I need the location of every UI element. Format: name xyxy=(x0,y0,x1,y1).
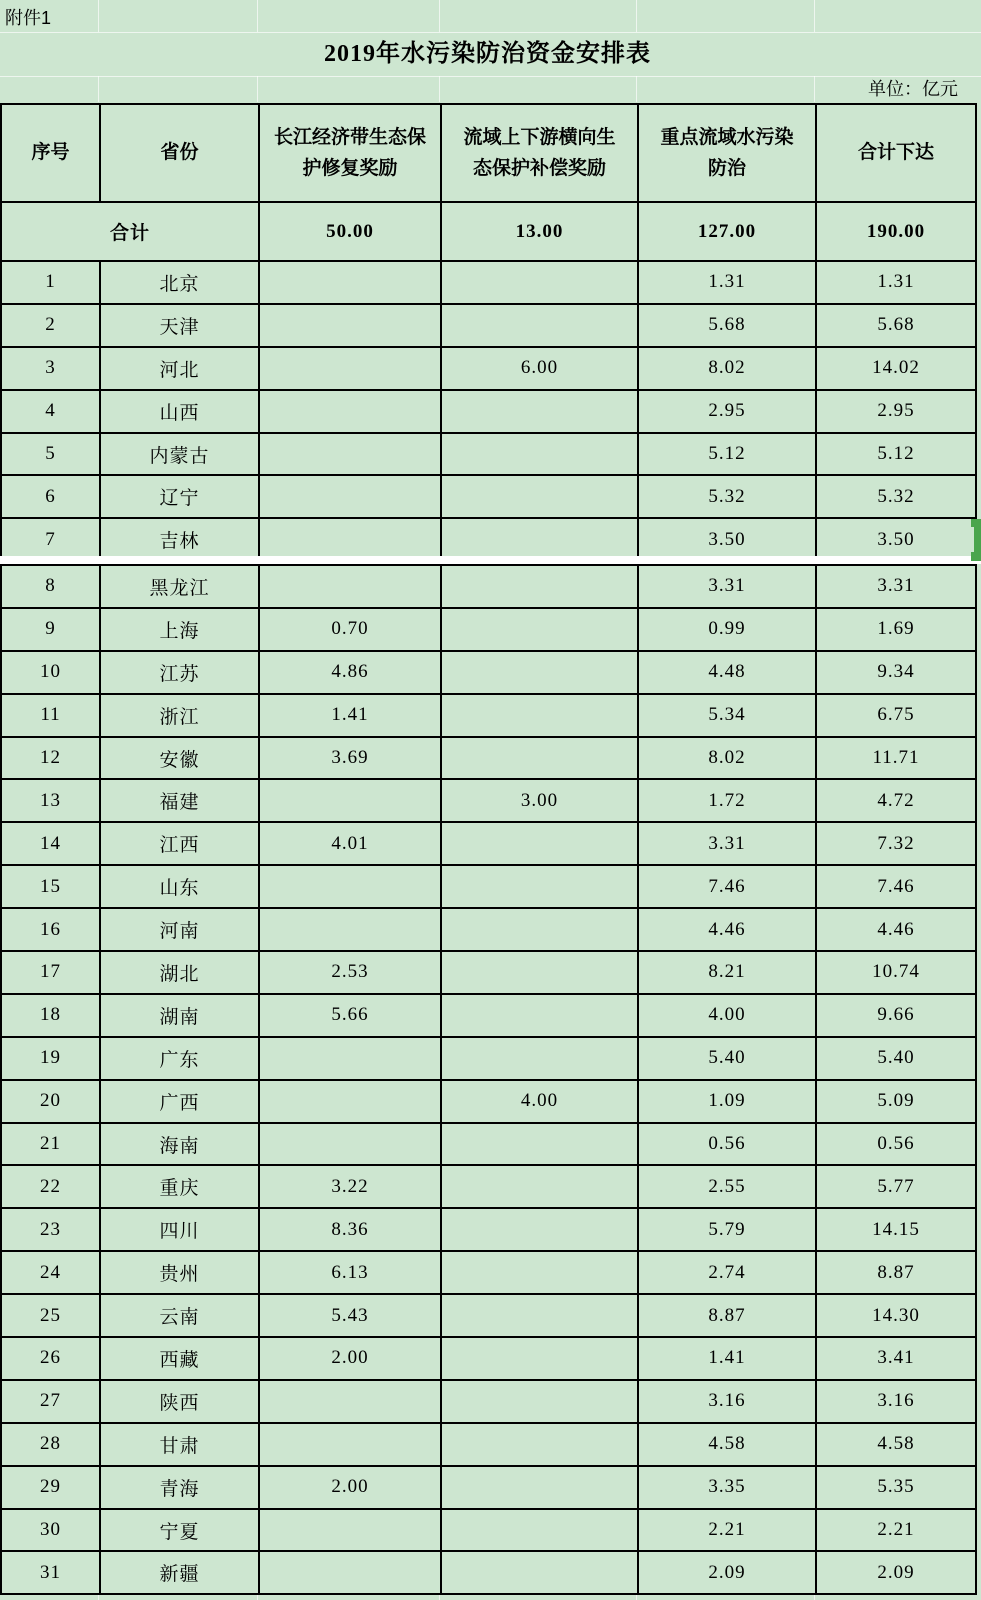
unit-label[interactable]: 单位：亿元 xyxy=(868,79,958,99)
key-basin-cell[interactable]: 5.34 xyxy=(638,694,816,737)
row-total-cell[interactable]: 1.31 xyxy=(816,261,976,304)
table-row xyxy=(1,694,976,737)
selection-handle-top-nub[interactable] xyxy=(971,519,981,527)
basin-compensation-cell[interactable] xyxy=(441,433,638,476)
key-basin-cell[interactable]: 4.58 xyxy=(638,1423,816,1466)
basin-compensation-cell[interactable] xyxy=(441,951,638,994)
row-total-cell[interactable]: 5.09 xyxy=(816,1080,976,1123)
basin-compensation-cell[interactable] xyxy=(441,1466,638,1509)
key-basin-cell[interactable]: 3.31 xyxy=(638,565,816,608)
key-basin-cell[interactable]: 3.35 xyxy=(638,1466,816,1509)
basin-compensation-cell[interactable] xyxy=(441,608,638,651)
row-total-cell[interactable]: 9.66 xyxy=(816,994,976,1037)
table-row xyxy=(1,1380,976,1423)
key-basin-cell[interactable]: 5.32 xyxy=(638,475,816,518)
yangtze-award-cell[interactable] xyxy=(259,475,441,518)
total-total-cell[interactable]: 190.00 xyxy=(816,202,976,261)
key-basin-cell[interactable]: 0.56 xyxy=(638,1123,816,1166)
serial-cell[interactable]: 11 xyxy=(1,694,100,737)
basin-compensation-cell[interactable] xyxy=(441,1123,638,1166)
province-cell[interactable]: 辽宁 xyxy=(100,475,259,518)
province-cell[interactable]: 湖北 xyxy=(100,951,259,994)
gridline xyxy=(814,1595,815,1600)
table-row xyxy=(1,1080,976,1123)
province-cell[interactable]: 湖南 xyxy=(100,994,259,1037)
serial-cell[interactable]: 20 xyxy=(1,1080,100,1123)
header-cell-province[interactable]: 省份 xyxy=(100,104,259,202)
table-row xyxy=(1,1509,976,1552)
yangtze-award-cell[interactable]: 6.13 xyxy=(259,1251,441,1294)
gridline xyxy=(636,1595,637,1600)
row-total-cell[interactable]: 3.31 xyxy=(816,565,976,608)
province-cell[interactable]: 福建 xyxy=(100,779,259,822)
basin-compensation-cell[interactable] xyxy=(441,1423,638,1466)
key-basin-cell[interactable]: 3.31 xyxy=(638,822,816,865)
yangtze-award-cell[interactable] xyxy=(259,261,441,304)
attachment-label[interactable]: 附件1 xyxy=(5,8,52,28)
key-basin-cell[interactable]: 8.02 xyxy=(638,347,816,390)
yangtze-award-cell[interactable]: 4.86 xyxy=(259,651,441,694)
freeze-split-band xyxy=(0,556,981,564)
serial-cell[interactable]: 31 xyxy=(1,1551,100,1594)
yangtze-award-cell[interactable]: 5.43 xyxy=(259,1294,441,1337)
row-total-cell[interactable]: 2.95 xyxy=(816,390,976,433)
province-cell[interactable]: 内蒙古 xyxy=(100,433,259,476)
table-row xyxy=(1,1423,976,1466)
key-basin-cell[interactable]: 5.12 xyxy=(638,433,816,476)
row-total-cell[interactable]: 3.41 xyxy=(816,1337,976,1380)
header-cell-basin[interactable]: 流域上下游横向生态保护补偿奖励 xyxy=(441,104,638,202)
province-cell[interactable]: 青海 xyxy=(100,1466,259,1509)
province-cell[interactable]: 重庆 xyxy=(100,1165,259,1208)
serial-cell[interactable]: 4 xyxy=(1,390,100,433)
serial-cell[interactable]: 8 xyxy=(1,565,100,608)
row-total-cell[interactable]: 5.68 xyxy=(816,304,976,347)
province-cell[interactable]: 山西 xyxy=(100,390,259,433)
province-cell[interactable]: 新疆 xyxy=(100,1551,259,1594)
yangtze-award-cell[interactable] xyxy=(259,390,441,433)
serial-cell[interactable]: 13 xyxy=(1,779,100,822)
header-row xyxy=(1,104,976,202)
row-total-cell[interactable]: 1.69 xyxy=(816,608,976,651)
basin-compensation-cell[interactable] xyxy=(441,822,638,865)
key-basin-cell[interactable]: 5.40 xyxy=(638,1037,816,1080)
table-row xyxy=(1,951,976,994)
basin-compensation-cell[interactable] xyxy=(441,908,638,951)
selection-handle-bottom-nub[interactable] xyxy=(971,552,981,561)
serial-cell[interactable]: 10 xyxy=(1,651,100,694)
key-basin-cell[interactable]: 8.87 xyxy=(638,1294,816,1337)
gridline xyxy=(98,0,99,32)
yangtze-award-cell[interactable]: 2.53 xyxy=(259,951,441,994)
province-cell[interactable]: 广西 xyxy=(100,1080,259,1123)
table-row xyxy=(1,390,976,433)
yangtze-award-cell[interactable] xyxy=(259,565,441,608)
province-cell[interactable]: 山东 xyxy=(100,865,259,908)
table-row xyxy=(1,1294,976,1337)
key-basin-cell[interactable]: 4.46 xyxy=(638,908,816,951)
row-total-cell[interactable]: 5.77 xyxy=(816,1165,976,1208)
serial-cell[interactable]: 6 xyxy=(1,475,100,518)
province-cell[interactable]: 甘肃 xyxy=(100,1423,259,1466)
yangtze-award-cell[interactable] xyxy=(259,1037,441,1080)
province-cell[interactable]: 河南 xyxy=(100,908,259,951)
yangtze-award-cell[interactable]: 3.22 xyxy=(259,1165,441,1208)
basin-compensation-cell[interactable] xyxy=(441,1380,638,1423)
serial-cell[interactable]: 1 xyxy=(1,261,100,304)
province-cell[interactable]: 河北 xyxy=(100,347,259,390)
basin-compensation-cell[interactable] xyxy=(441,865,638,908)
table-row xyxy=(1,1037,976,1080)
province-cell[interactable]: 四川 xyxy=(100,1208,259,1251)
gridline xyxy=(439,0,440,32)
basin-compensation-cell[interactable] xyxy=(441,1294,638,1337)
serial-cell[interactable]: 19 xyxy=(1,1037,100,1080)
table-row xyxy=(1,518,976,561)
table-row xyxy=(1,651,976,694)
yangtze-award-cell[interactable] xyxy=(259,1123,441,1166)
serial-cell[interactable]: 23 xyxy=(1,1208,100,1251)
header-cell-total[interactable]: 合计下达 xyxy=(816,104,976,202)
basin-compensation-cell[interactable]: 6.00 xyxy=(441,347,638,390)
yangtze-award-cell[interactable] xyxy=(259,1509,441,1552)
province-cell[interactable]: 上海 xyxy=(100,608,259,651)
table-row xyxy=(1,908,976,951)
table-row xyxy=(1,1251,976,1294)
province-cell[interactable]: 黑龙江 xyxy=(100,565,259,608)
table-row xyxy=(1,1123,976,1166)
row-total-cell[interactable]: 4.72 xyxy=(816,779,976,822)
basin-compensation-cell[interactable]: 4.00 xyxy=(441,1080,638,1123)
yangtze-award-cell[interactable] xyxy=(259,908,441,951)
row-total-cell[interactable]: 5.35 xyxy=(816,1466,976,1509)
key-basin-cell[interactable]: 1.41 xyxy=(638,1337,816,1380)
province-cell[interactable]: 江西 xyxy=(100,822,259,865)
header-cell-key-basin[interactable]: 重点流域水污染防治 xyxy=(638,104,816,202)
key-basin-cell[interactable]: 1.72 xyxy=(638,779,816,822)
basin-compensation-cell[interactable] xyxy=(441,737,638,780)
province-cell[interactable]: 海南 xyxy=(100,1123,259,1166)
row-total-cell[interactable]: 8.87 xyxy=(816,1251,976,1294)
key-basin-cell[interactable]: 1.09 xyxy=(638,1080,816,1123)
serial-cell[interactable]: 28 xyxy=(1,1423,100,1466)
yangtze-award-cell[interactable] xyxy=(259,304,441,347)
row-total-cell[interactable]: 3.16 xyxy=(816,1380,976,1423)
serial-cell[interactable]: 3 xyxy=(1,347,100,390)
table-row xyxy=(1,608,976,651)
basin-compensation-cell[interactable] xyxy=(441,1337,638,1380)
province-cell[interactable]: 广东 xyxy=(100,1037,259,1080)
key-basin-cell[interactable]: 1.31 xyxy=(638,261,816,304)
serial-cell[interactable]: 9 xyxy=(1,608,100,651)
row-total-cell[interactable]: 14.30 xyxy=(816,1294,976,1337)
table-row xyxy=(1,347,976,390)
key-basin-cell[interactable]: 3.50 xyxy=(638,518,816,561)
key-basin-cell[interactable]: 4.00 xyxy=(638,994,816,1037)
province-cell[interactable]: 天津 xyxy=(100,304,259,347)
table-row xyxy=(1,1466,976,1509)
serial-cell[interactable]: 29 xyxy=(1,1466,100,1509)
row-total-cell[interactable]: 9.34 xyxy=(816,651,976,694)
basin-compensation-cell[interactable] xyxy=(441,694,638,737)
serial-cell[interactable]: 27 xyxy=(1,1380,100,1423)
table-row xyxy=(1,475,976,518)
key-basin-cell[interactable]: 2.95 xyxy=(638,390,816,433)
serial-cell[interactable]: 26 xyxy=(1,1337,100,1380)
yangtze-award-cell[interactable]: 2.00 xyxy=(259,1337,441,1380)
serial-cell[interactable]: 14 xyxy=(1,822,100,865)
province-cell[interactable]: 吉林 xyxy=(100,518,259,561)
province-cell[interactable]: 江苏 xyxy=(100,651,259,694)
yangtze-award-cell[interactable] xyxy=(259,518,441,561)
yangtze-award-cell[interactable] xyxy=(259,1551,441,1594)
total-row xyxy=(1,202,976,261)
key-basin-cell[interactable]: 3.16 xyxy=(638,1380,816,1423)
key-basin-cell[interactable]: 2.09 xyxy=(638,1551,816,1594)
gridline xyxy=(257,0,258,32)
table-row xyxy=(1,261,976,304)
basin-compensation-cell[interactable] xyxy=(441,1551,638,1594)
key-basin-cell[interactable]: 0.99 xyxy=(638,608,816,651)
row-total-cell[interactable]: 0.56 xyxy=(816,1123,976,1166)
basin-compensation-cell[interactable] xyxy=(441,1208,638,1251)
serial-cell[interactable]: 2 xyxy=(1,304,100,347)
serial-cell[interactable]: 18 xyxy=(1,994,100,1037)
serial-cell[interactable]: 15 xyxy=(1,865,100,908)
key-basin-cell[interactable]: 2.55 xyxy=(638,1165,816,1208)
table-row xyxy=(1,1551,976,1594)
basin-compensation-cell[interactable] xyxy=(441,1251,638,1294)
serial-cell[interactable]: 5 xyxy=(1,433,100,476)
table-row xyxy=(1,865,976,908)
row-total-cell[interactable]: 4.58 xyxy=(816,1423,976,1466)
province-cell[interactable]: 宁夏 xyxy=(100,1509,259,1552)
yangtze-award-cell[interactable]: 2.00 xyxy=(259,1466,441,1509)
province-cell[interactable]: 西藏 xyxy=(100,1337,259,1380)
table-row xyxy=(1,822,976,865)
province-cell[interactable]: 北京 xyxy=(100,261,259,304)
key-basin-cell[interactable]: 5.79 xyxy=(638,1208,816,1251)
yangtze-award-cell[interactable]: 4.01 xyxy=(259,822,441,865)
gridline xyxy=(98,1595,99,1600)
basin-compensation-cell[interactable] xyxy=(441,1165,638,1208)
row-total-cell[interactable]: 11.71 xyxy=(816,737,976,780)
gridline xyxy=(257,1595,258,1600)
yangtze-award-cell[interactable]: 8.36 xyxy=(259,1208,441,1251)
row-total-cell[interactable]: 5.40 xyxy=(816,1037,976,1080)
basin-compensation-cell[interactable] xyxy=(441,390,638,433)
serial-cell[interactable]: 21 xyxy=(1,1123,100,1166)
province-cell[interactable]: 贵州 xyxy=(100,1251,259,1294)
table-row xyxy=(1,779,976,822)
key-basin-cell[interactable]: 7.46 xyxy=(638,865,816,908)
gridline xyxy=(814,0,815,32)
row-total-cell[interactable]: 4.46 xyxy=(816,908,976,951)
table-row xyxy=(1,433,976,476)
total-basin-cell[interactable]: 13.00 xyxy=(441,202,638,261)
basin-compensation-cell[interactable] xyxy=(441,651,638,694)
key-basin-cell[interactable]: 8.21 xyxy=(638,951,816,994)
yangtze-award-cell[interactable]: 3.69 xyxy=(259,737,441,780)
total-yangtze-cell[interactable]: 50.00 xyxy=(259,202,441,261)
yangtze-award-cell[interactable] xyxy=(259,779,441,822)
yangtze-award-cell[interactable] xyxy=(259,1080,441,1123)
yangtze-award-cell[interactable] xyxy=(259,347,441,390)
key-basin-cell[interactable]: 2.74 xyxy=(638,1251,816,1294)
basin-compensation-cell[interactable]: 3.00 xyxy=(441,779,638,822)
header-cell-serial[interactable]: 序号 xyxy=(1,104,100,202)
table-row xyxy=(1,1337,976,1380)
row-total-cell[interactable]: 7.32 xyxy=(816,822,976,865)
funding-table-top xyxy=(0,103,977,562)
basin-compensation-cell[interactable] xyxy=(441,1037,638,1080)
row-total-cell[interactable]: 7.46 xyxy=(816,865,976,908)
province-cell[interactable]: 陕西 xyxy=(100,1380,259,1423)
table-row xyxy=(1,1208,976,1251)
row-total-cell[interactable]: 2.09 xyxy=(816,1551,976,1594)
basin-compensation-cell[interactable] xyxy=(441,304,638,347)
row-total-cell[interactable]: 5.32 xyxy=(816,475,976,518)
province-cell[interactable]: 浙江 xyxy=(100,694,259,737)
yangtze-award-cell[interactable]: 0.70 xyxy=(259,608,441,651)
total-key-basin-cell[interactable]: 127.00 xyxy=(638,202,816,261)
serial-cell[interactable]: 17 xyxy=(1,951,100,994)
yangtze-award-cell[interactable]: 5.66 xyxy=(259,994,441,1037)
province-cell[interactable]: 云南 xyxy=(100,1294,259,1337)
key-basin-cell[interactable]: 2.21 xyxy=(638,1509,816,1552)
basin-compensation-cell[interactable] xyxy=(441,1509,638,1552)
yangtze-award-cell[interactable] xyxy=(259,433,441,476)
serial-cell[interactable]: 16 xyxy=(1,908,100,951)
basin-compensation-cell[interactable] xyxy=(441,475,638,518)
row-total-cell[interactable]: 2.21 xyxy=(816,1509,976,1552)
table-row xyxy=(1,737,976,780)
key-basin-cell[interactable]: 8.02 xyxy=(638,737,816,780)
serial-cell[interactable]: 12 xyxy=(1,737,100,780)
gridline xyxy=(636,0,637,32)
row-total-cell[interactable]: 14.02 xyxy=(816,347,976,390)
table-row xyxy=(1,304,976,347)
key-basin-cell[interactable]: 4.48 xyxy=(638,651,816,694)
row-total-cell[interactable]: 5.12 xyxy=(816,433,976,476)
serial-cell[interactable]: 7 xyxy=(1,518,100,561)
row-total-cell[interactable]: 14.15 xyxy=(816,1208,976,1251)
basin-compensation-cell[interactable] xyxy=(441,565,638,608)
yangtze-award-cell[interactable] xyxy=(259,1380,441,1423)
basin-compensation-cell[interactable] xyxy=(441,994,638,1037)
gridline xyxy=(439,1595,440,1600)
yangtze-award-cell[interactable] xyxy=(259,1423,441,1466)
province-cell[interactable]: 安徽 xyxy=(100,737,259,780)
total-label-cell[interactable]: 合计 xyxy=(1,202,259,261)
row-total-cell[interactable]: 10.74 xyxy=(816,951,976,994)
yangtze-award-cell[interactable] xyxy=(259,865,441,908)
key-basin-cell[interactable]: 5.68 xyxy=(638,304,816,347)
serial-cell[interactable]: 25 xyxy=(1,1294,100,1337)
table-row xyxy=(1,994,976,1037)
table-row xyxy=(1,565,976,608)
basin-compensation-cell[interactable] xyxy=(441,518,638,561)
serial-cell[interactable]: 24 xyxy=(1,1251,100,1294)
serial-cell[interactable]: 30 xyxy=(1,1509,100,1552)
table-row xyxy=(1,1165,976,1208)
basin-compensation-cell[interactable] xyxy=(441,261,638,304)
serial-cell[interactable]: 22 xyxy=(1,1165,100,1208)
sheet-title[interactable]: 2019年水污染防治资金安排表 xyxy=(324,41,651,67)
yangtze-award-cell[interactable]: 1.41 xyxy=(259,694,441,737)
row-total-cell[interactable]: 6.75 xyxy=(816,694,976,737)
header-cell-yangtze[interactable]: 长江经济带生态保护修复奖励 xyxy=(259,104,441,202)
row-total-cell[interactable]: 3.50 xyxy=(816,518,976,561)
funding-table-bottom xyxy=(0,564,977,1595)
